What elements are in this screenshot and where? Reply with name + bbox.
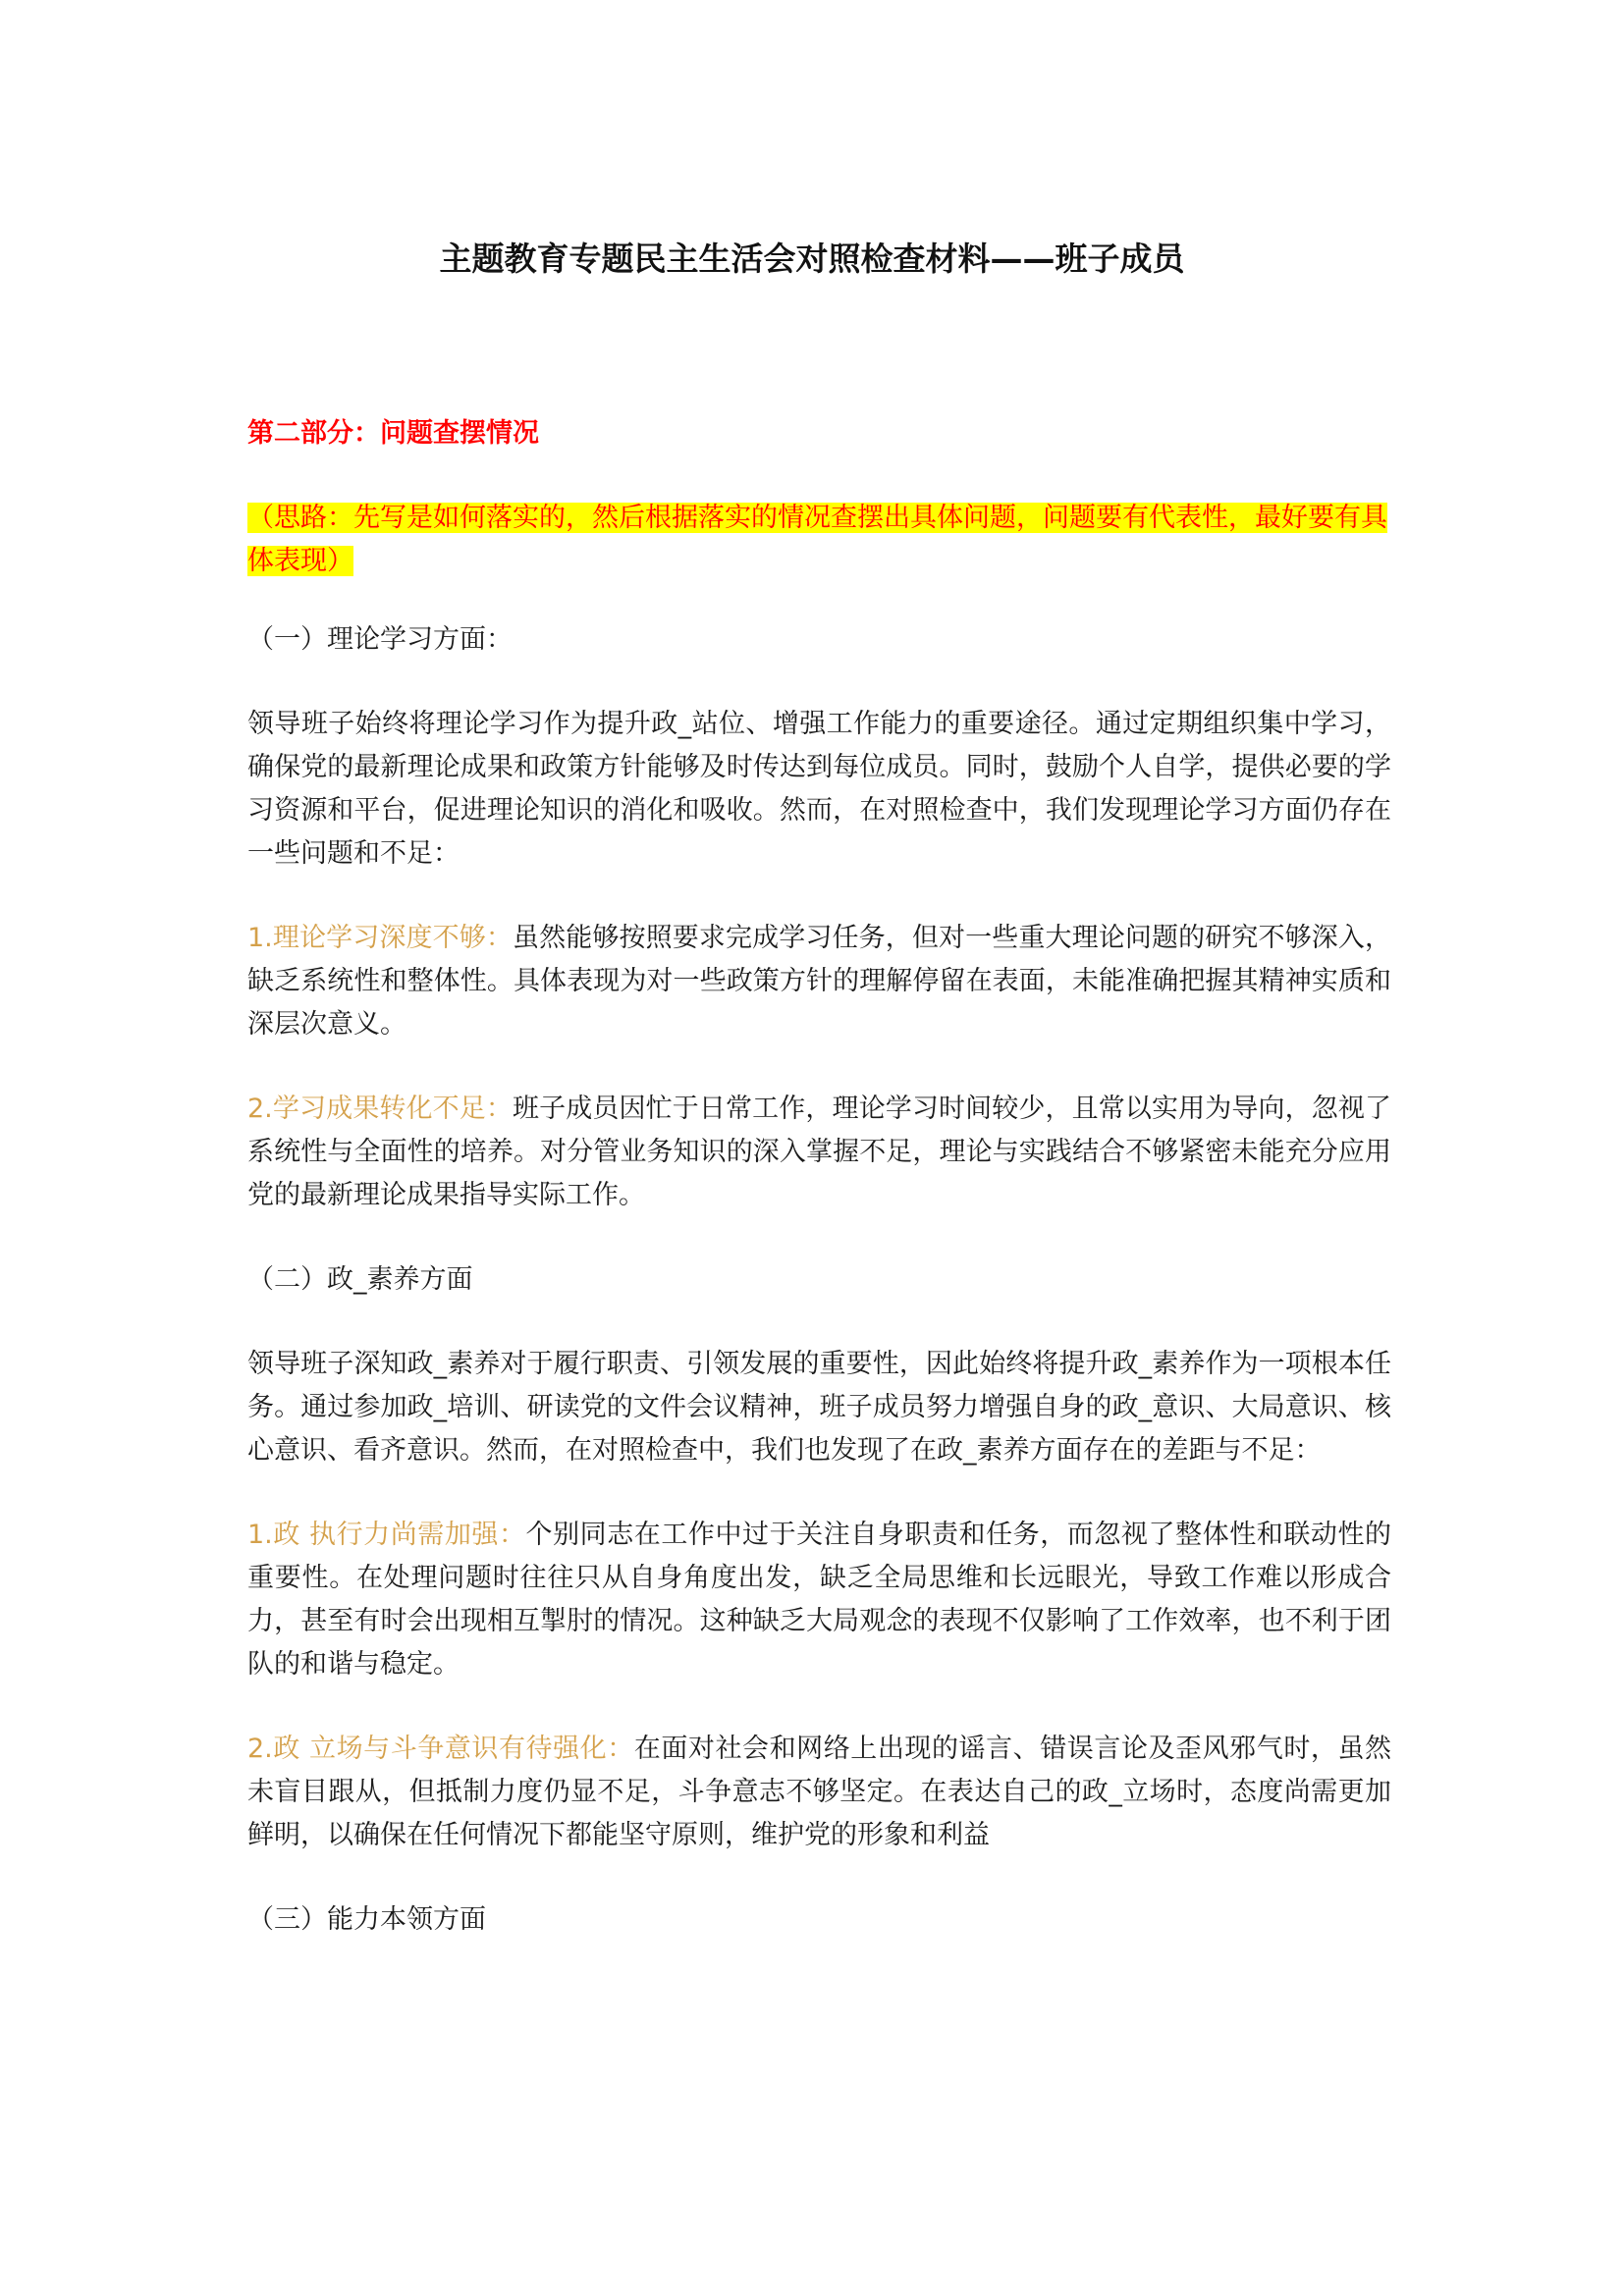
subsection-heading-ability: （三）能力本领方面 <box>247 1904 486 1935</box>
subsection-heading-political-quality: （二）政_素养方面 <box>247 1264 473 1295</box>
highlighted-note-text: （思路：先写是如何落实的，然后根据落实的情况查摆出具体问题，问题要有代表性，最好要有具体表现） <box>247 503 1387 576</box>
issue-text: 虽然能够按照要求完成学习任务，但对一些重大理论问题的研究不够深入，缺乏系统性和整体性。具体表现为对一些政策方针的理解停留在表面，未能准确把握其精神实质和深层次意义。 <box>247 923 1392 1040</box>
issue-item-execution <box>247 1514 1391 1686</box>
issue-item-learning-transfer <box>247 1088 1391 1217</box>
issue-title: 2.学习成果转化不足： <box>247 1094 514 1124</box>
paragraph-political-quality-intro: 领导班子深知政_素养对于履行职责、引领发展的重要性，因此始终将提升政_素养作为一项根本任务。通过参加政_培训、研读党的文件会议精神，班子成员努力增强自身的政_意识、大局意识、核心意识、看齐意识。然而，在对照检查中，我们也发现了在政_素养方面存在的差距与不足： <box>247 1349 1391 1466</box>
subsection-heading-theory-study: （一）理论学习方面： <box>247 624 513 655</box>
issue-item-theory-depth <box>247 917 1391 1046</box>
document-title: 主题教育专题民主生活会对照检查材料——班子成员 <box>439 240 1185 278</box>
issue-text: 个别同志在工作中过于关注自身职责和任务，而忽视了整体性和联动性的重要性。在处理问题时往往只从自身角度出发，缺乏全局思维和长远眼光，导致工作难以形成合力，甚至有时会出现相互掣肘的情况。这种缺乏大局观念的表现不仅影响了工作效率，也不利于团队的和谐与稳定。 <box>247 1520 1392 1680</box>
paragraph-theory-study-intro: 领导班子始终将理论学习作为提升政_站位、增强工作能力的重要途径。通过定期组织集中学习，确保党的最新理论成果和政策方针能够及时传达到每位成员。同时，鼓励个人自学，提供必要的学习资源和平台，促进理论知识的消化和吸收。然而，在对照检查中，我们发现理论学习方面仍存在一些问题和不足： <box>247 709 1391 869</box>
issue-text: 在面对社会和网络上出现的谣言、错误言论及歪风邪气时，虽然未盲目跟从，但抵制力度仍显不足，斗争意志不够坚定。在表达自己的政_立场时，态度尚需更加鲜明，以确保在任何情况下都能坚守原则，维护党的形象和利益 <box>247 1734 1392 1850</box>
section-heading: 第二部分：问题查摆情况 <box>247 418 539 449</box>
issue-item-stance <box>247 1728 1391 1857</box>
issue-title: 1.理论学习深度不够： <box>247 923 514 953</box>
issue-title: 2.政 立场与斗争意识有待强化： <box>247 1734 634 1764</box>
issue-title: 1.政 执行力尚需加强： <box>247 1520 526 1550</box>
issue-text: 班子成员因忙于日常工作，理论学习时间较少，且常以实用为导向，忽视了系统性与全面性的培养。对分管业务知识的深入掌握不足，理论与实践结合不够紧密未能充分应用党的最新理论成果指导实际工作。 <box>247 1094 1392 1210</box>
document-body <box>247 412 1391 1983</box>
writing-guidance-note <box>247 497 1391 583</box>
